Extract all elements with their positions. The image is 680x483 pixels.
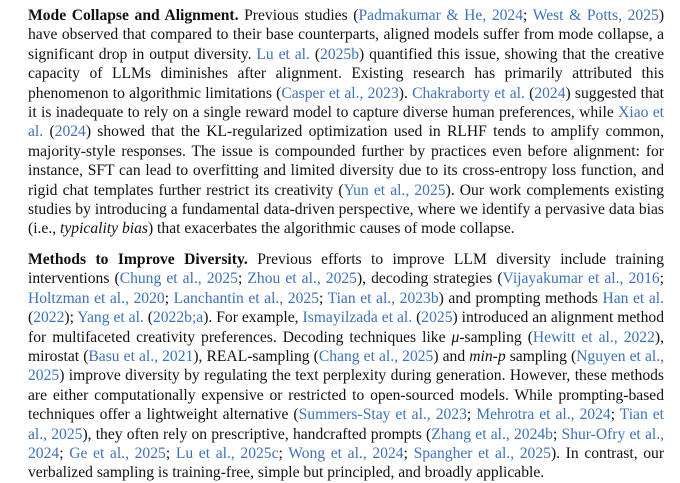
citation-link[interactable]: 2022 <box>33 309 65 327</box>
citation-link[interactable]: 2025 <box>421 309 453 327</box>
body-text: ) improve diversity by regulating the text perplexity during generation. However, these methods are either computationally expensive or restricted to open-sourced models. While prompting-based techniques offer a lightweight alternative ( <box>28 367 664 424</box>
body-text: ) showed that the KL-regularized optimization used in RLHF tends to amplify common, majority-style responses. The issue is compounded further by practices even before alignment: for instance, SFT can lead to overfitting and limited diversity due to its cross-entropy loss function, and rigid chat templates further restrict its creativity ( <box>28 123 664 199</box>
citation-link[interactable]: Shur-Ofry et al., 2024 <box>28 425 665 462</box>
body-text: ; <box>466 406 477 424</box>
citation-link[interactable]: Zhou et al., 2025 <box>247 270 357 288</box>
body-text: Previous efforts to improve LLM diversity include training interventions ( <box>28 250 664 288</box>
body-text: ) that exacerbates the algorithmic causes of mode collapse. <box>147 220 515 238</box>
body-text: ) quantified this issue, showing that the creative capacity of LLMs diminishes after alignment. Existing research has primarily attributed this phenomenon to algorithmic limitations ( <box>28 45 665 102</box>
body-text: ), decoding strategies ( <box>356 270 503 288</box>
body-text: ). Our work complements existing studies by introducing a fundamental data-driven perspective, where we identify a pervasive data bias (i.e., <box>28 181 664 238</box>
body-text: ; <box>659 270 665 288</box>
citation-link[interactable]: 2025b <box>320 45 360 63</box>
citation-link[interactable]: Holtzman et al., 2020 <box>28 289 165 307</box>
paragraph-mode-collapse <box>28 6 664 239</box>
body-text: ; <box>318 289 328 307</box>
citation-link[interactable]: Mehrotra et al., 2024 <box>476 406 611 424</box>
citation-link[interactable]: 2022b;a <box>152 309 204 327</box>
italic-text: min-p <box>469 347 506 365</box>
body-text: ( <box>412 309 422 327</box>
citation-link[interactable]: Casper et al., 2023 <box>281 84 399 102</box>
italic-text: μ <box>451 328 460 346</box>
citation-link[interactable]: Hewitt et al., 2022 <box>532 328 655 346</box>
paragraph-body <box>28 251 664 481</box>
citation-link[interactable]: Yun et al., 2025 <box>343 181 446 199</box>
citation-link[interactable]: Summers-Stay et al., 2023 <box>298 406 467 424</box>
citation-link[interactable]: Lanchantin et al., 2025 <box>173 289 319 307</box>
citation-link[interactable]: 2024 <box>54 123 86 141</box>
citation-link[interactable]: Chung et al., 2025 <box>119 270 238 288</box>
body-text: ). <box>398 84 413 102</box>
citation-link[interactable]: Tian et al., 2023b <box>327 289 439 307</box>
citation-link[interactable]: Ge et al., 2025 <box>69 444 166 462</box>
body-text: ( <box>309 45 321 63</box>
citation-link[interactable]: Ismayilzada et al. <box>302 309 413 327</box>
body-text: ; <box>278 444 289 462</box>
citation-link[interactable]: Spangher et al., 2025 <box>413 444 551 462</box>
citation-link[interactable]: Lu et al. <box>256 45 310 63</box>
citation-link[interactable]: Vijayakumar et al., 2016 <box>502 270 660 288</box>
body-text: ) introduced an alignment method for multifaceted creativity preferences. Decoding techniques like <box>28 309 664 346</box>
body-text: ; <box>237 270 248 288</box>
body-text: ). In contrast, our verbalized sampling is training-free, simple but principled, and broadly applicable. <box>28 444 665 482</box>
citation-link[interactable]: Xiao et al. <box>28 104 664 141</box>
body-text: ( <box>43 123 55 141</box>
body-text: ), REAL-sampling ( <box>193 347 319 365</box>
body-text: ); <box>64 309 78 327</box>
citation-link[interactable]: Yang et al. <box>77 309 144 327</box>
paragraph-body <box>28 7 664 237</box>
body-text: ; <box>403 444 414 462</box>
body-text: ; <box>523 7 533 24</box>
body-text: ). For example, <box>203 309 303 327</box>
body-text: ) and <box>433 347 470 365</box>
citation-link[interactable]: West & Potts, 2025 <box>532 7 659 24</box>
citation-link[interactable]: Nguyen et al., 2025 <box>28 347 665 385</box>
body-text: ), they often rely on prescriptive, handcrafted prompts ( <box>82 425 432 443</box>
body-text: ) and prompting methods <box>438 289 603 307</box>
body-text: sampling ( <box>505 347 577 365</box>
body-text: ( <box>28 309 34 327</box>
body-text: ; <box>552 425 562 443</box>
citation-link[interactable]: Padmakumar & He, 2024 <box>358 7 524 24</box>
citation-link[interactable]: Han et al. <box>602 289 664 307</box>
citation-link[interactable]: Tian et al., 2025 <box>28 406 665 443</box>
paragraph-diversity-methods <box>28 250 664 483</box>
body-text: ), mirostat ( <box>28 328 664 365</box>
citation-link[interactable]: Zhang et al., 2024b <box>431 425 553 443</box>
body-text: ( <box>143 309 153 327</box>
paragraph-heading: Methods to Improve Diversity. <box>28 250 248 268</box>
body-text: -sampling ( <box>459 328 533 346</box>
body-text: ) have observed that compared to their base counterparts, aligned models suffer from mode collapse, a significant drop in output diversity. <box>28 7 665 63</box>
body-text: ; <box>59 444 70 462</box>
citation-link[interactable]: Chang et al., 2025 <box>318 347 434 365</box>
citation-link[interactable]: Chakraborty et al. <box>412 84 525 102</box>
paragraph-heading: Mode Collapse and Alignment. <box>28 7 239 24</box>
citation-link[interactable]: Lu et al., 2025c <box>175 444 279 462</box>
body-text: ; <box>165 444 176 462</box>
citation-link[interactable]: Basu et al., 2021 <box>88 347 194 365</box>
citation-link[interactable]: Wong et al., 2024 <box>288 444 404 462</box>
body-text: ) suggested that it is inadequate to rely on a single reward model to capture diverse human preferences, while <box>28 84 665 122</box>
body-text: ; <box>164 289 174 307</box>
italic-text: typicality bias <box>60 220 148 238</box>
body-text: ( <box>524 84 535 102</box>
body-text: ; <box>610 406 620 424</box>
body-text: Previous studies ( <box>238 7 359 24</box>
citation-link[interactable]: 2024 <box>534 84 566 102</box>
